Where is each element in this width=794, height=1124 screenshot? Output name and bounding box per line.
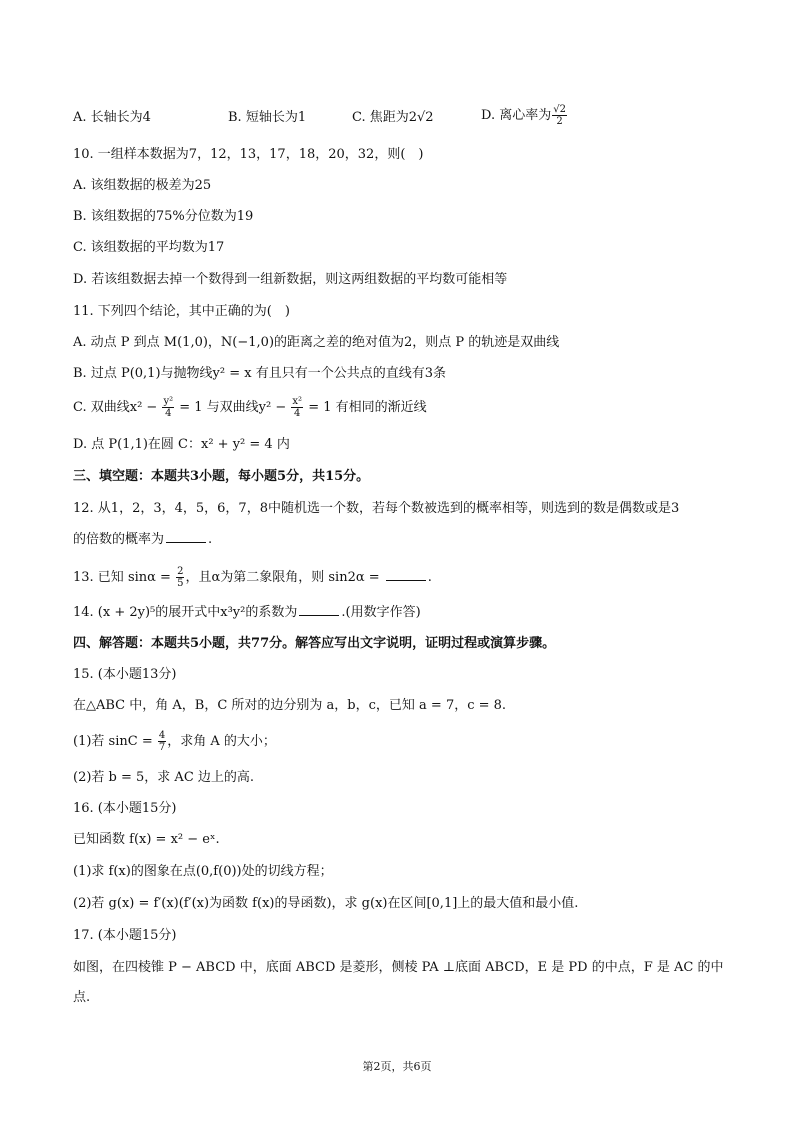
q12-answer-blank[interactable] [166,530,206,543]
q9-option-c [352,108,434,128]
q17-line-2: 点. [73,990,91,1005]
q14-answer-blank[interactable] [299,603,339,616]
section-3-heading: 三、填空题：本题共3小题，每小题5分，共15分。 [73,469,370,484]
q13-stem: 13. 已知 sinα = $\frac{2}{5}$ ，且α为第二象限角，则 sin2α = . [73,566,432,589]
q11-option-d: D. 点 P(1,1)在圆 C：x² + y² = 4 内 [73,437,290,452]
q10-option-b: B. 该组数据的75%分位数为19 [73,209,254,224]
section-4-heading: 四、解答题：本题共5小题，共77分。解答应写出文字说明，证明过程或演算步骤。 [73,636,556,651]
q13-fraction: $\frac{2}{5}$ [177,566,184,589]
q11-stem: 11. 下列四个结论，其中正确的为( ) [73,304,290,319]
q10-option-a: A. 该组数据的极差为25 [73,178,212,193]
q9-option-d-fraction: $\frac{√2}{2}$ [553,104,566,127]
q14-stem: 14. (x + 2y)⁵的展开式中x³y²的系数为 .(用数字作答) [73,605,421,620]
q16-part-2: (2)若 g(x) = f′(x)(f′(x)为函数 f(x)的导函数)，求 g(x)在区间[0,1]上的最大值和最小值. [73,896,579,911]
q11-option-c: C. 双曲线x² − $\frac{\text{y²}}{4}$ = 1 与双曲线y² − $\frac{\text{x²}}{4}$ = 1 有相同的渐近线 [73,396,427,419]
q11-c-fraction-1: $\frac{\text{y²}}{4}$ [163,396,174,419]
q12-line-1: 12. 从1，2，3，4，5，6，7，8中随机选一个数，若每个数被选到的概率相等，则选到的数是偶数或是3 [73,501,680,516]
q12-line-2: 的倍数的概率为 . [73,532,213,547]
q10-stem: 10. 一组样本数据为7，12，13，17，18，20，32，则( ) [73,147,424,162]
q9-option-d-label: D. 离心率为 [481,108,552,123]
q10-option-c: C. 该组数据的平均数为17 [73,240,225,255]
q15-stem: 在△ABC 中，角 A，B，C 所对的边分别为 a，b，c，已知 a = 7，c = 8. [73,698,507,713]
q16-part-1: (1)求 f(x)的图象在点(0,f(0))处的切线方程； [73,864,333,879]
q10-option-d: D. 若该组数据去掉一个数得到一组新数据，则这两组数据的平均数可能相等 [73,272,508,287]
q11-option-a: A. 动点 P 到点 M(1,0)，N(−1,0)的距离之差的绝对值为2，则点 P 的轨迹是双曲线 [73,335,560,350]
q9-option-a: A. 长轴长为4 [73,110,151,125]
q9-option-b: B. 短轴长为1 [228,110,307,125]
q15-part-2: (2)若 b = 5，求 AC 边上的高. [73,770,255,785]
q17-heading: 17. (本小题15分) [73,928,177,943]
q9-option-c-math: 2√2 [408,110,434,125]
q15-part-1: (1)若 sinC = $\frac{4}{7}$ ，求角 A 的大小； [73,730,276,753]
q9-option-c-label: C. 焦距为 [352,110,409,125]
q11-option-b: B. 过点 P(0,1)与抛物线y² = x 有且只有一个公共点的直线有3条 [73,366,446,381]
q15-heading: 15. (本小题13分) [73,667,177,682]
q9-option-d [481,104,568,127]
q15-fraction: $\frac{4}{7}$ [158,730,166,753]
q13-answer-blank[interactable] [386,568,426,581]
page-footer: 第2页，共6页 [362,1060,432,1073]
q11-c-fraction-2: $\frac{\text{x²}}{4}$ [292,396,303,419]
q16-stem: 已知函数 f(x) = x² − eˣ. [73,832,220,847]
q17-line-1: 如图，在四棱锥 P − ABCD 中，底面 ABCD 是菱形，侧棱 PA ⊥底面 ABCD，E 是 PD 的中点，F 是 AC 的中 [73,960,724,975]
q16-heading: 16. (本小题15分) [73,801,177,816]
